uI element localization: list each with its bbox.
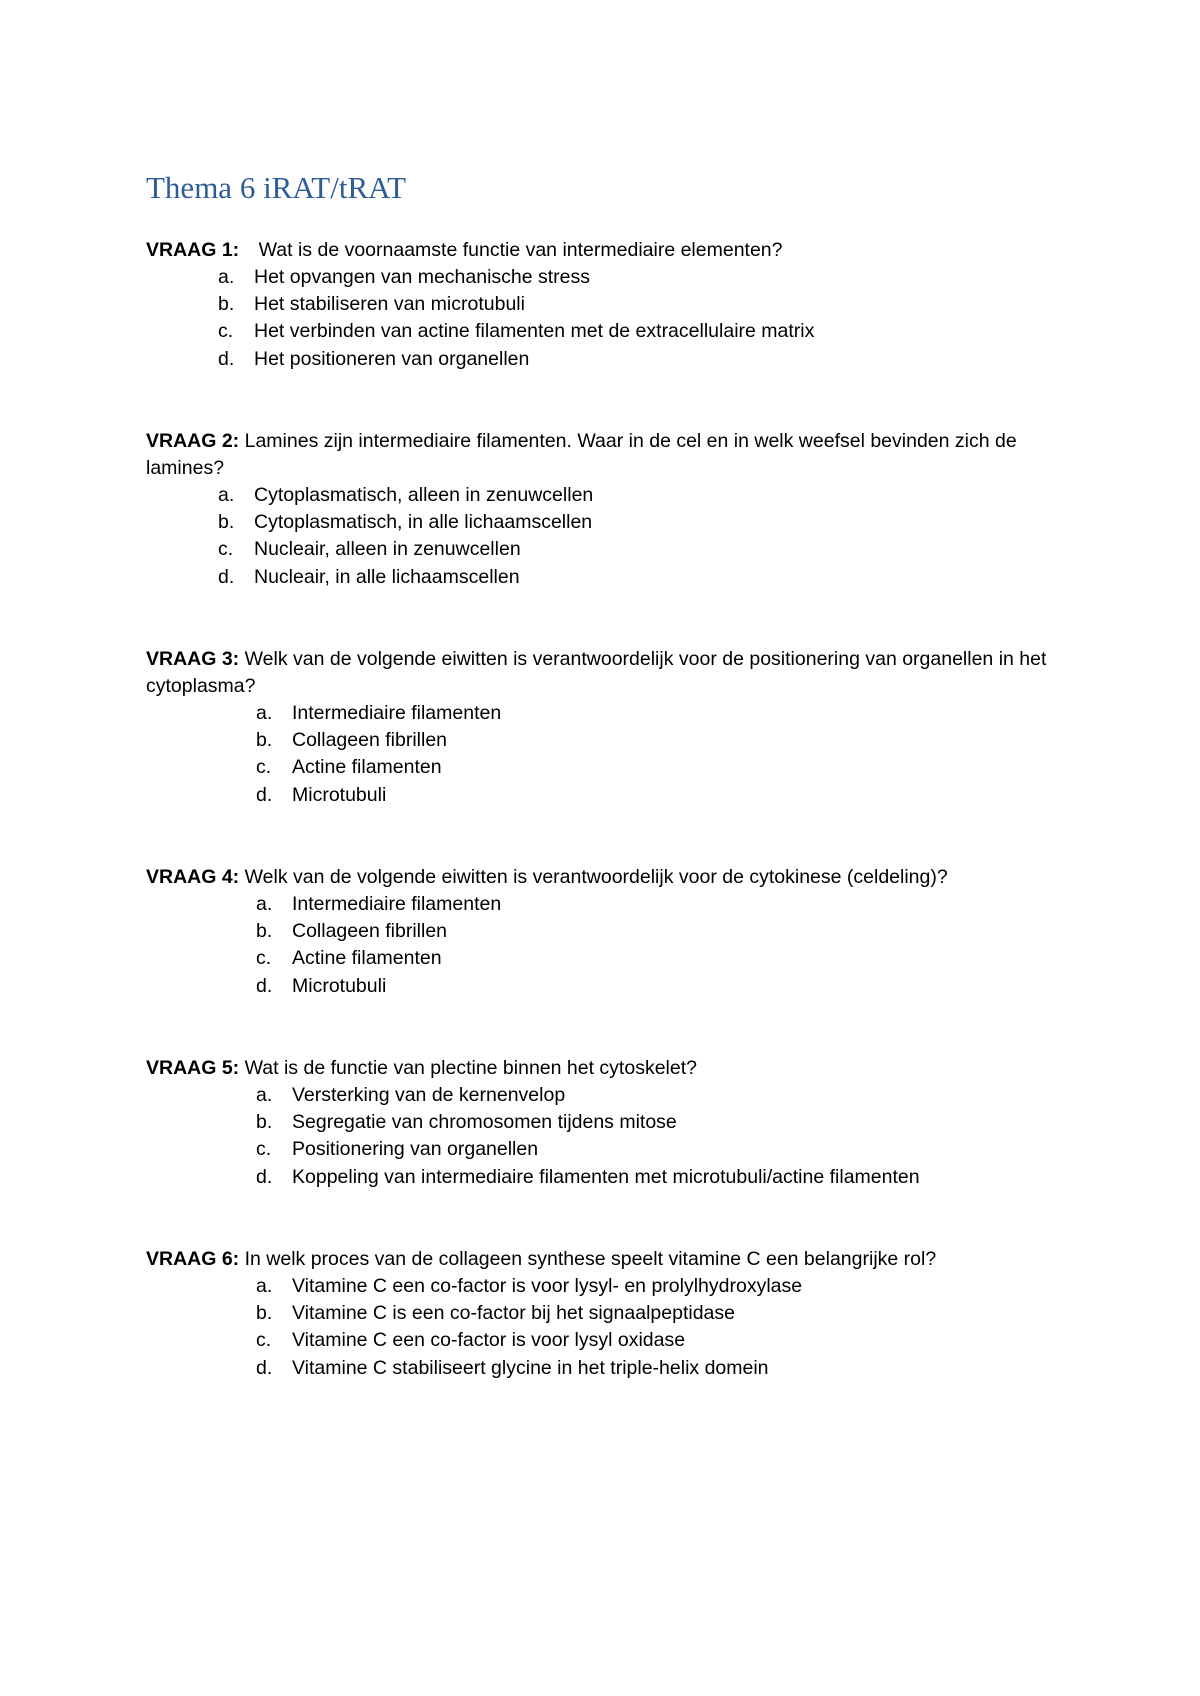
option-b: [146, 291, 1066, 318]
option-text: Nucleair, alleen in zenuwcellen: [254, 538, 521, 561]
option-text: Vitamine C een co-factor is voor lysyl- en prolylhydroxylase: [292, 1275, 803, 1297]
option-text: Microtubuli: [292, 974, 387, 997]
question-label: VRAAG 5:: [146, 1057, 240, 1079]
option-letter: a.: [218, 266, 235, 288]
question-6: [146, 1246, 1066, 1382]
option-text: Actine filamenten: [292, 947, 442, 970]
option-c: [146, 1327, 1066, 1354]
option-text: Nucleair, in alle lichaamscellen: [254, 565, 520, 588]
option-b: [146, 727, 1066, 754]
option-list: [146, 482, 1066, 591]
question-4: [146, 864, 1066, 1000]
option-letter: c.: [256, 947, 272, 970]
option-c: [146, 754, 1066, 781]
option-text: Het opvangen van mechanische stress: [254, 266, 591, 288]
question-text: In welk proces van de collageen synthese speelt vitamine C een belangrijke rol?: [244, 1248, 937, 1270]
option-a: [146, 1273, 1066, 1300]
option-letter: a.: [256, 702, 273, 724]
option-text: Intermediaire filamenten: [292, 893, 502, 915]
option-d: [146, 973, 1066, 1000]
question-label: VRAAG 3:: [146, 648, 240, 670]
option-list: [146, 264, 1066, 373]
option-b: [146, 509, 1066, 536]
option-letter: b.: [218, 293, 235, 316]
question-label: VRAAG 2:: [146, 430, 240, 452]
question-label: VRAAG 6:: [146, 1248, 240, 1270]
option-letter: d.: [256, 974, 273, 997]
option-text: Het stabiliseren van microtubuli: [254, 293, 525, 316]
option-letter: c.: [256, 756, 272, 779]
option-d: [146, 564, 1066, 591]
option-text: Actine filamenten: [292, 756, 442, 779]
option-a: [146, 1082, 1066, 1109]
option-letter: c.: [218, 320, 234, 343]
option-text: Intermediaire filamenten: [292, 702, 502, 724]
question-5: [146, 1055, 1066, 1191]
option-a: [146, 700, 1066, 727]
option-letter: c.: [218, 538, 234, 561]
option-text: Koppeling van intermediaire filamenten met microtubuli/actine filamenten: [292, 1165, 920, 1188]
option-a: [146, 891, 1066, 918]
question-4-prompt: [146, 864, 1066, 891]
question-label: VRAAG 4:: [146, 866, 240, 888]
question-2-prompt: [146, 428, 1066, 482]
question-text: Wat is de voornaamste functie van intermediaire elementen?: [258, 239, 783, 261]
question-label: VRAAG 1:: [146, 239, 240, 261]
option-text: Microtubuli: [292, 783, 387, 806]
option-letter: d.: [218, 565, 235, 588]
option-letter: a.: [256, 893, 273, 915]
option-text: Het positioneren van organellen: [254, 347, 530, 370]
option-text: Positionering van organellen: [292, 1138, 539, 1161]
option-letter: d.: [256, 1356, 273, 1379]
option-d: [146, 1164, 1066, 1191]
option-letter: b.: [256, 1302, 273, 1325]
option-letter: a.: [218, 484, 235, 506]
option-d: [146, 782, 1066, 809]
option-text: Vitamine C een co-factor is voor lysyl oxidase: [292, 1329, 686, 1352]
option-a: [146, 482, 1066, 509]
question-1: [146, 237, 1066, 373]
option-c: [146, 1136, 1066, 1163]
document-title: Thema 6 iRAT/tRAT: [146, 170, 407, 205]
question-3-prompt: [146, 646, 1066, 700]
question-text: Lamines zijn intermediaire filamenten. Waar in de cel en in welk weefsel bevinden zich de lamines?: [146, 430, 1017, 479]
question-text: Welk van de volgende eiwitten is verantwoordelijk voor de cytokinese (celdeling)?: [244, 866, 948, 888]
question-6-prompt: [146, 1246, 1066, 1273]
option-letter: c.: [256, 1138, 272, 1161]
option-letter: b.: [256, 729, 273, 752]
option-text: Cytoplasmatisch, in alle lichaamscellen: [254, 511, 593, 534]
option-letter: d.: [256, 783, 273, 806]
option-a: [146, 264, 1066, 291]
option-letter: b.: [218, 511, 235, 534]
option-b: [146, 1109, 1066, 1136]
question-text: Wat is de functie van plectine binnen het cytoskelet?: [244, 1057, 697, 1079]
question-3: [146, 646, 1066, 809]
option-c: [146, 536, 1066, 563]
option-letter: b.: [256, 920, 273, 943]
option-list: [146, 891, 1066, 1000]
option-letter: c.: [256, 1329, 272, 1352]
question-2: [146, 428, 1066, 591]
option-letter: d.: [256, 1165, 273, 1188]
option-text: Collageen fibrillen: [292, 920, 448, 943]
option-list: [146, 700, 1066, 809]
question-1-prompt: [146, 237, 1066, 264]
option-text: Collageen fibrillen: [292, 729, 448, 752]
option-text: Vitamine C stabiliseert glycine in het triple-helix domein: [292, 1356, 769, 1379]
option-text: Vitamine C is een co-factor bij het signaalpeptidase: [292, 1302, 735, 1325]
option-letter: a.: [256, 1275, 273, 1297]
option-b: [146, 1300, 1066, 1327]
question-5-prompt: [146, 1055, 1066, 1082]
question-text: Welk van de volgende eiwitten is verantwoordelijk voor de positionering van organellen in het cytoplasma?: [146, 648, 1047, 697]
option-b: [146, 918, 1066, 945]
option-d: [146, 1355, 1066, 1382]
option-letter: d.: [218, 347, 235, 370]
option-text: Cytoplasmatisch, alleen in zenuwcellen: [254, 484, 594, 506]
option-text: Versterking van de kernenvelop: [292, 1084, 566, 1106]
option-text: Het verbinden van actine filamenten met de extracellulaire matrix: [254, 320, 815, 343]
option-d: [146, 346, 1066, 373]
option-c: [146, 318, 1066, 345]
option-list: [146, 1082, 1066, 1191]
option-c: [146, 945, 1066, 972]
option-list: [146, 1273, 1066, 1382]
option-letter: a.: [256, 1084, 273, 1106]
option-text: Segregatie van chromosomen tijdens mitose: [292, 1111, 677, 1134]
option-letter: b.: [256, 1111, 273, 1134]
